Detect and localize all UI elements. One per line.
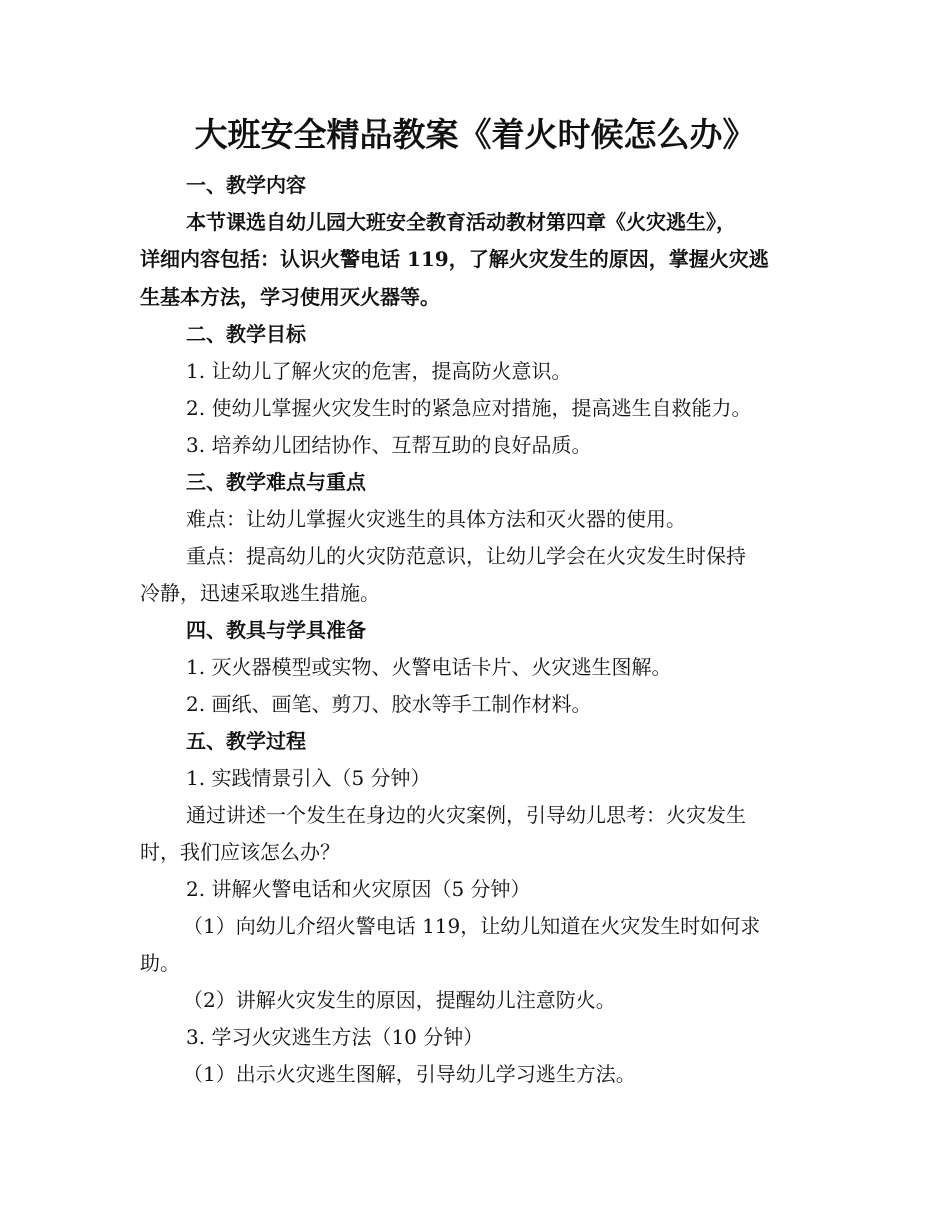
list-item: 2. 使幼儿掌握火灾发生时的紧急应对措施，提高逃生自救能力。 [186, 396, 752, 420]
list-item: 2. 画纸、画笔、剪刀、胶水等手工制作材料。 [186, 692, 592, 716]
section-heading-objectives: 二、教学目标 [186, 322, 306, 346]
paragraph-line: 冷静，迅速采取逃生措施。 [140, 581, 380, 605]
list-item: 3. 学习火灾逃生方法（10 分钟） [186, 1025, 484, 1049]
paragraph-line: 时，我们应该怎么办？ [140, 840, 340, 864]
list-item: 1. 让幼儿了解火灾的危害，提高防火意识。 [186, 359, 572, 383]
paragraph-line: 生基本方法，学习使用灭火器等。 [140, 285, 440, 309]
section-heading-difficulties: 三、教学难点与重点 [186, 470, 366, 494]
section-heading-materials: 四、教具与学具准备 [186, 618, 366, 642]
paragraph-line: （1）向幼儿介绍火警电话 119，让幼儿知道在火灾发生时如何求 [183, 914, 761, 938]
list-item: 2. 讲解火警电话和火灾原因（5 分钟） [186, 877, 531, 901]
paragraph-line: 助。 [140, 951, 180, 975]
paragraph-line: 难点：让幼儿掌握火灾逃生的具体方法和灭火器的使用。 [186, 507, 686, 531]
list-item: 1. 灭火器模型或实物、火警电话卡片、火灾逃生图解。 [186, 655, 672, 679]
section-heading-content: 一、教学内容 [186, 173, 306, 197]
paragraph-line: 通过讲述一个发生在身边的火灾案例，引导幼儿思考：火灾发生 [186, 803, 746, 827]
paragraph-line: 本节课选自幼儿园大班安全教育活动教材第四章《火灾逃生》， [186, 210, 736, 234]
section-heading-process: 五、教学过程 [186, 729, 306, 753]
paragraph-line: 详细内容包括：认识火警电话 119，了解火灾发生的原因，掌握火灾逃 [140, 247, 769, 271]
paragraph-line: （1）出示火灾逃生图解，引导幼儿学习逃生方法。 [183, 1062, 636, 1086]
document-title: 大班安全精品教案《着火时候怎么办》 [194, 115, 756, 154]
paragraph-line: （2）讲解火灾发生的原因，提醒幼儿注意防火。 [183, 988, 616, 1012]
list-item: 3. 培养幼儿团结协作、互帮互助的良好品质。 [186, 433, 592, 457]
list-item: 1. 实践情景引入（5 分钟） [186, 766, 431, 790]
paragraph-line: 重点：提高幼儿的火灾防范意识，让幼儿学会在火灾发生时保持 [186, 544, 746, 568]
